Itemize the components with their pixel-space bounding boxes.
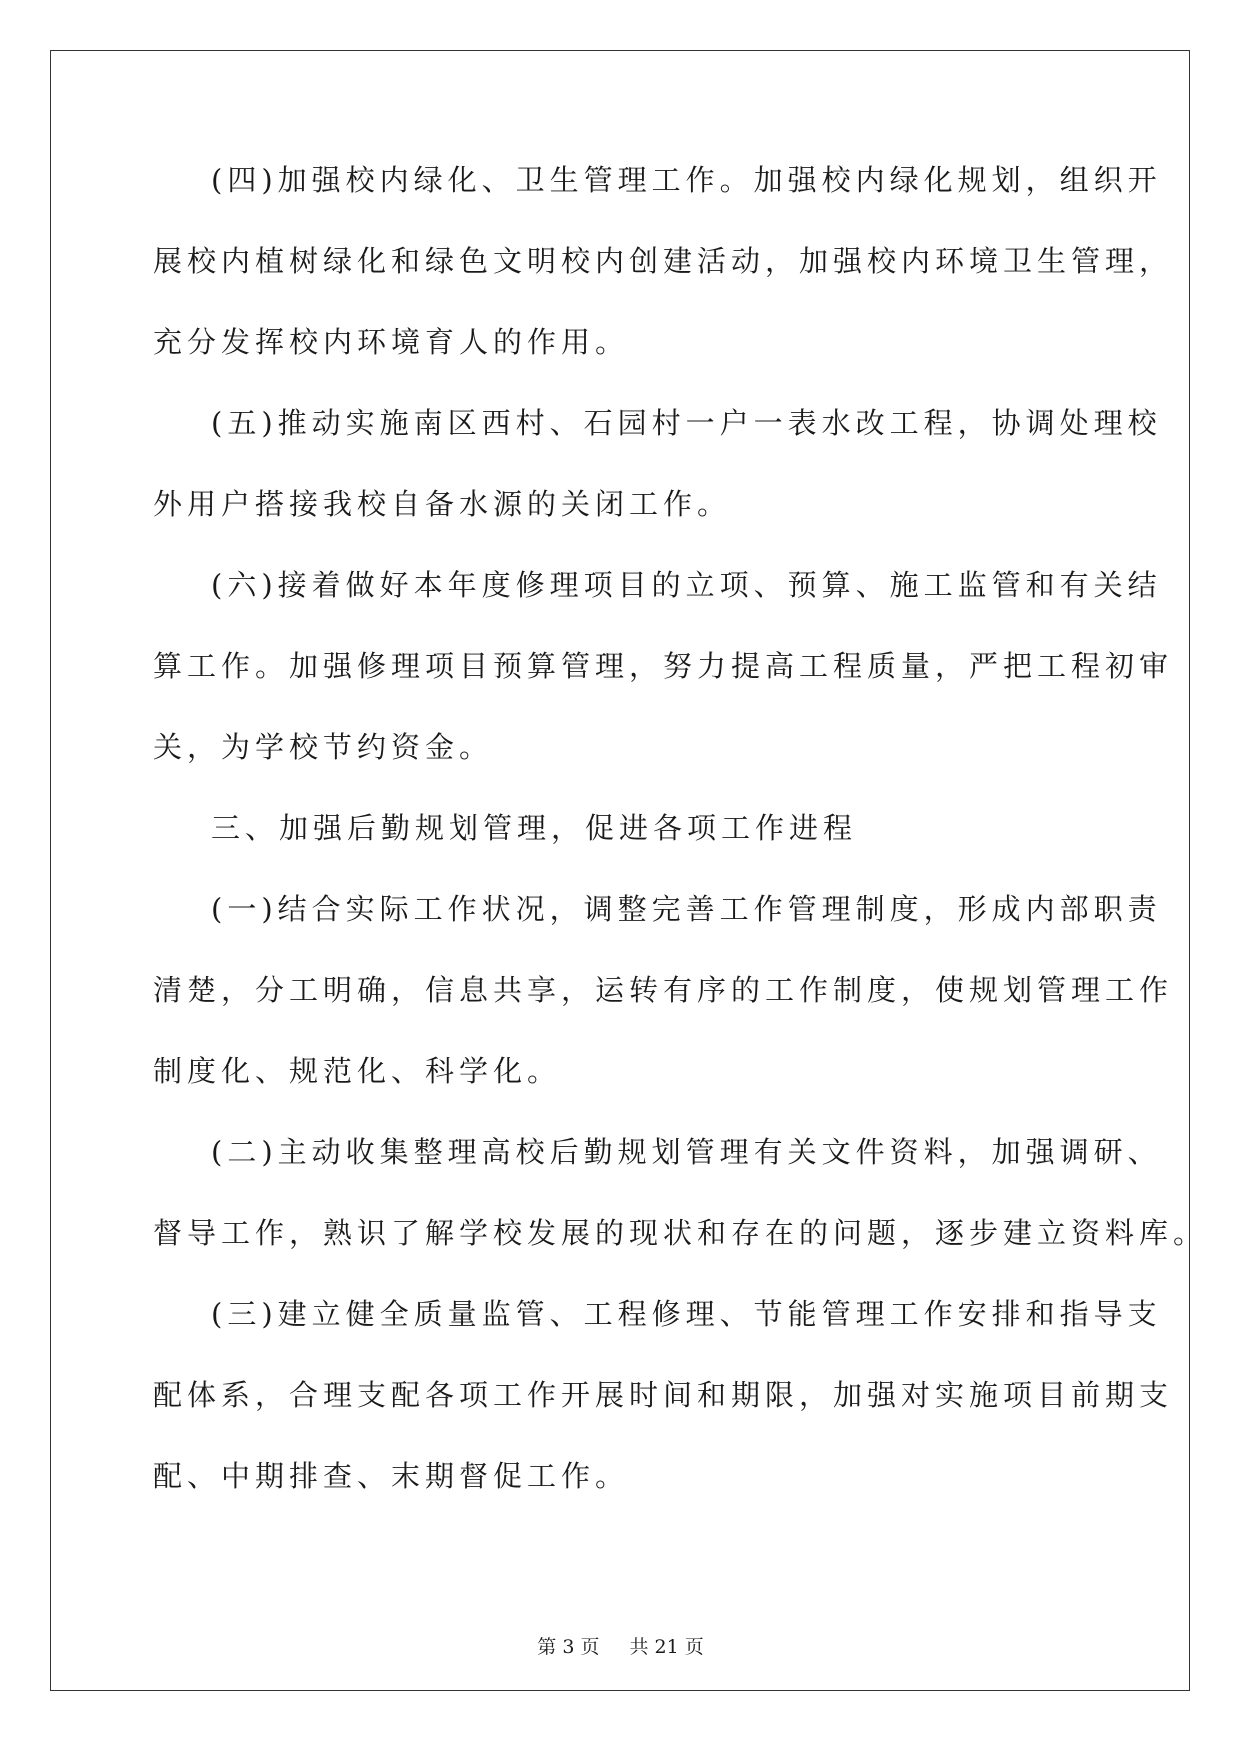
page-number: 第 3 页 [537,1636,600,1658]
text-line [153,649,1174,732]
text-line [153,406,1162,489]
line-text: 配、中期排查、末期督促工作。 [153,1459,630,1493]
line-text: (二)主动收集整理高校后勤规划管理有关文件资料，加强调研、 [211,1135,1162,1169]
line-text: (三)建立健全质量监管、工程修理、节能管理工作安排和指导支 [211,1297,1162,1331]
line-text: (五)推动实施南区西村、石园村一户一表水改工程，协调处理校 [211,406,1162,440]
text-line [153,568,1162,651]
text-line [153,732,1103,813]
line-text: 配体系，合理支配各项工作开展时间和期限，加强对实施项目前期支 [153,1378,1174,1412]
line-text: (四)加强校内绿化、卫生管理工作。加强校内绿化规划，组织开 [211,163,1162,197]
line-text: 清楚，分工明确，信息共享，运转有序的工作制度，使规划管理工作 [153,973,1174,1007]
text-line [153,489,1103,570]
line-text: 展校内植树绿化和绿色文明校内创建活动，加强校内环境卫生管理， [153,244,1174,278]
text-line [153,1216,1208,1299]
text-line [153,973,1174,1056]
text-line [153,892,1162,975]
text-line [153,327,1103,408]
line-text: 算工作。加强修理项目预算管理，努力提高工程质量，严把工程初审 [153,649,1174,683]
line-text: 外用户搭接我校自备水源的关闭工作。 [153,487,732,521]
text-line [153,244,1174,327]
page-footer [0,1632,1241,1659]
line-text: (一)结合实际工作状况，调整完善工作管理制度，形成内部职责 [211,892,1162,926]
document-body [153,163,1208,1542]
line-text: 充分发挥校内环境育人的作用。 [153,325,630,359]
line-text: 三、加强后勤规划管理，促进各项工作进程 [211,811,858,845]
text-line [153,1461,1103,1542]
line-text: 关，为学校节约资金。 [153,730,494,764]
text-line [153,1378,1174,1461]
section-heading [153,813,1103,894]
page-total: 共 21 页 [629,1636,704,1658]
text-line [153,163,1162,246]
text-line [153,1135,1162,1218]
line-text: 督导工作，熟识了解学校发展的现状和存在的问题，逐步建立资料库。 [153,1216,1208,1250]
text-line [153,1297,1162,1380]
line-text: 制度化、规范化、科学化。 [153,1054,562,1088]
text-line [153,1056,1103,1137]
line-text: (六)接着做好本年度修理项目的立项、预算、施工监管和有关结 [211,568,1162,602]
